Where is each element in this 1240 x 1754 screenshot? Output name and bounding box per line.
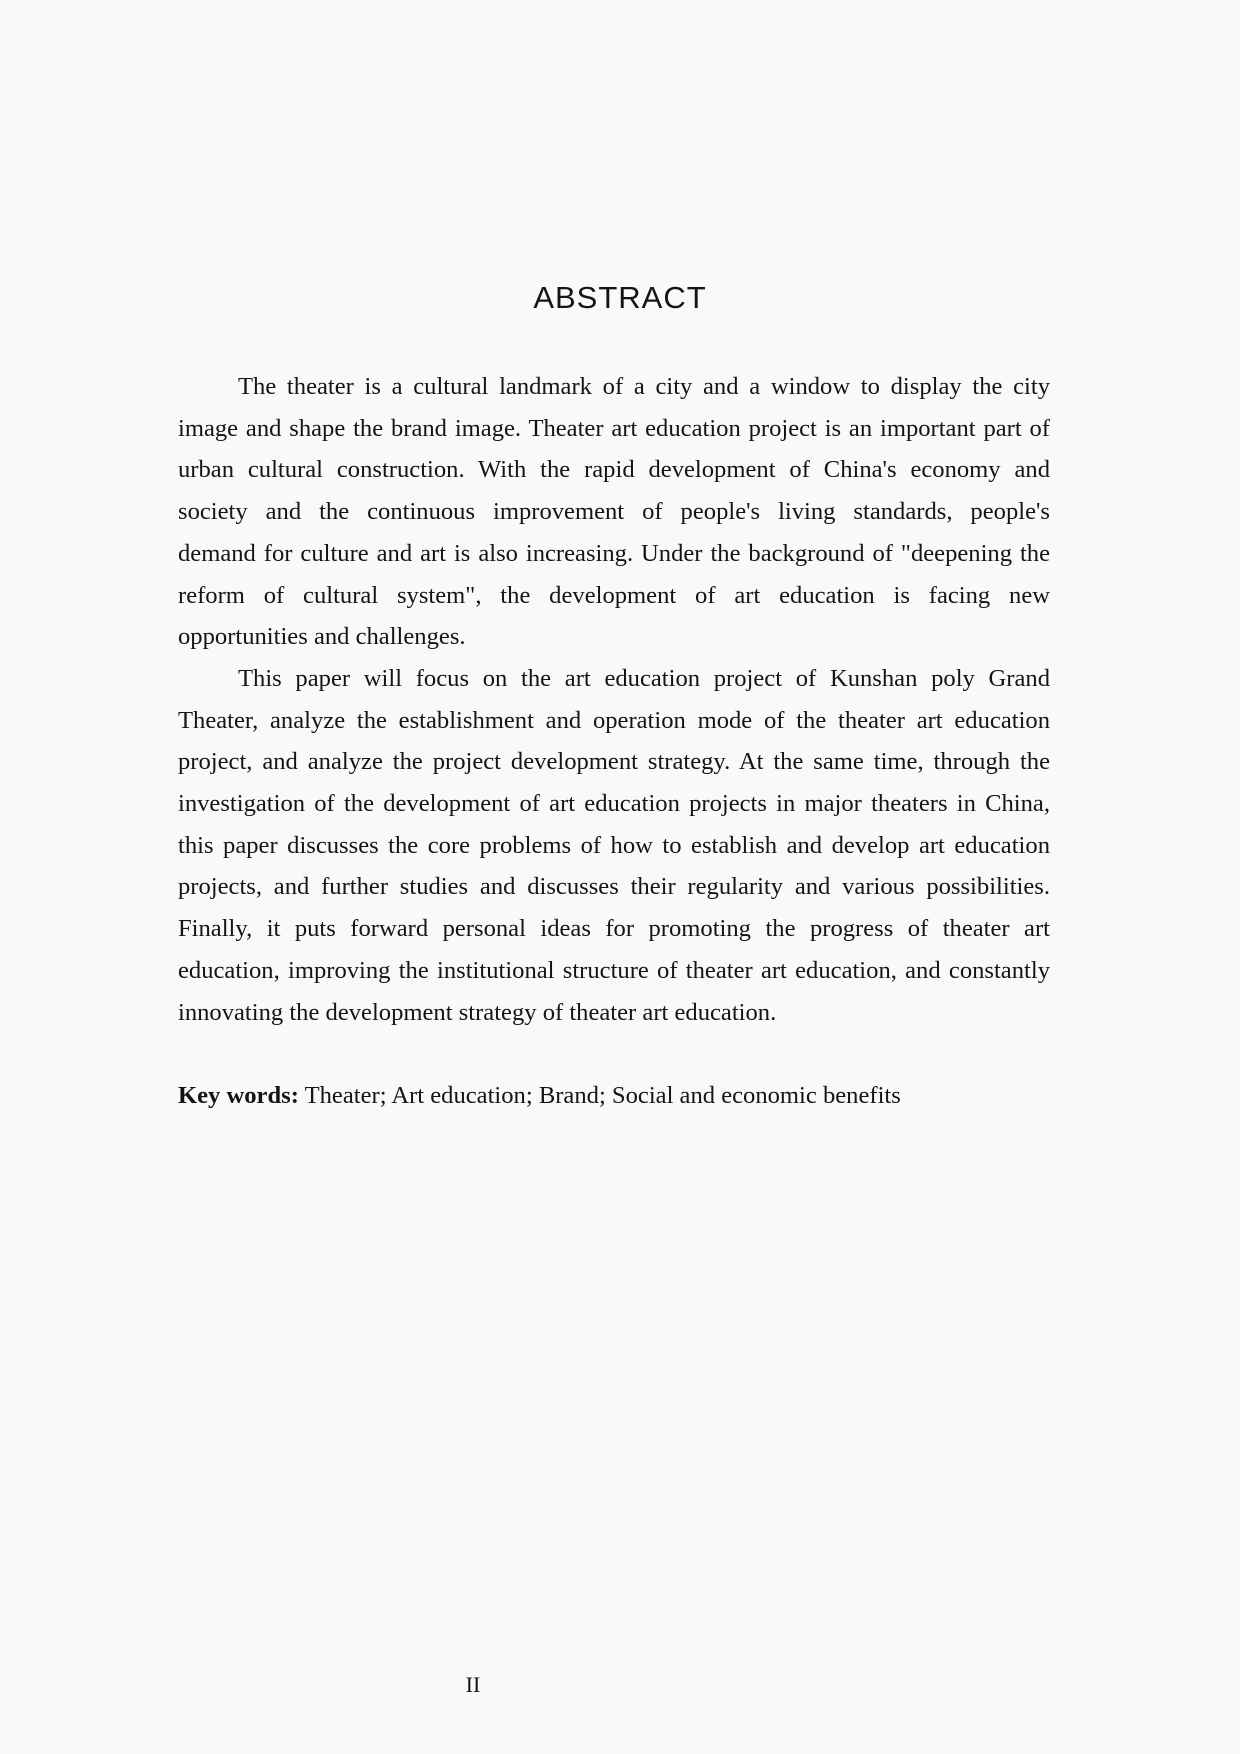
text-line: projects, and further studies and discusses their regularity and various possibilities. (178, 873, 1050, 901)
page-number: II (465, 1672, 481, 1697)
paragraph (178, 366, 1050, 658)
text-line: The theater is a cultural landmark of a city and a window to display the city (238, 373, 1050, 400)
text-line: demand for culture and art is also increasing. Under the background of "deepening the (178, 539, 1050, 567)
abstract-body (178, 366, 1050, 1117)
text-line: education, improving the institutional structure of theater art education, and constantly (178, 956, 1050, 984)
keywords-label: Key words: (178, 1081, 299, 1109)
text-line: image and shape the brand image. Theater art education project is an important part of (178, 414, 1050, 442)
text-line: Theater, analyze the establishment and operation mode of the theater art education (178, 706, 1050, 734)
text-line: investigation of the development of art education projects in major theaters in China, (178, 790, 1050, 818)
page-title: ABSTRACT (533, 280, 707, 315)
keywords-text: Theater; Art education; Brand; Social and economic benefits (298, 1081, 901, 1109)
text-line: project, and analyze the project development strategy. At the same time, through the (178, 748, 1050, 776)
keywords-line (178, 1075, 1050, 1117)
text-line: this paper discusses the core problems of how to establish and develop art education (178, 831, 1050, 859)
text-line: society and the continuous improvement of people's living standards, people's (178, 498, 1050, 526)
text-line: opportunities and challenges. (178, 623, 466, 651)
text-line: Finally, it puts forward personal ideas for promoting the progress of theater art (178, 915, 1050, 943)
text-line: urban cultural construction. With the rapid development of China's economy and (178, 456, 1050, 484)
text-line: innovating the development strategy of theater art education. (178, 998, 777, 1026)
text-line: reform of cultural system", the development of art education is facing new (178, 581, 1050, 609)
text-line: This paper will focus on the art education project of Kunshan poly Grand (238, 664, 1050, 692)
paragraph (178, 658, 1050, 1033)
